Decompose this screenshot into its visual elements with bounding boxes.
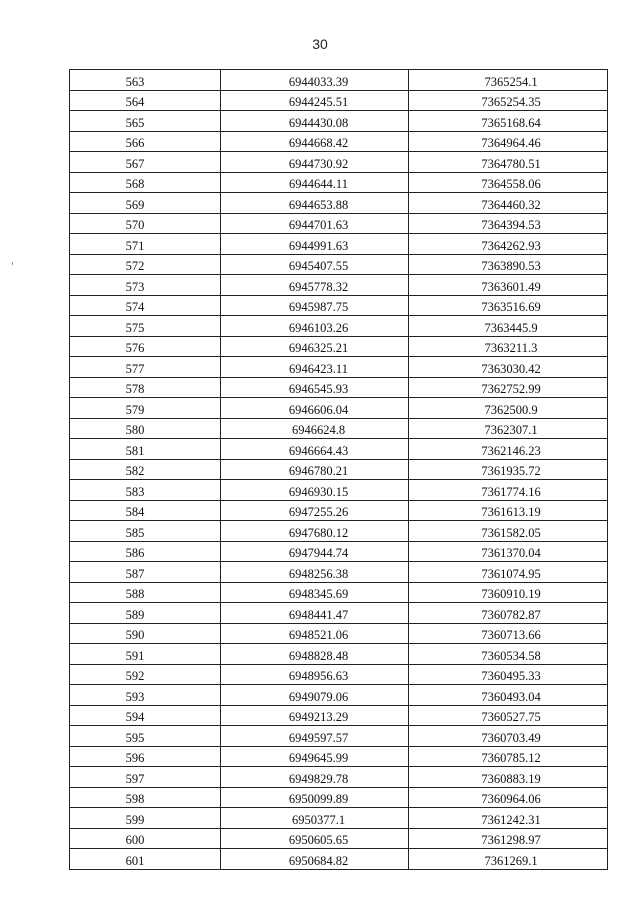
table-row (70, 808, 608, 829)
y-coordinate-cell: 7361613.19 (409, 500, 608, 521)
x-coordinate-cell: 6944430.08 (221, 111, 409, 132)
x-coordinate-cell: 6948828.48 (221, 644, 409, 665)
table-row (70, 336, 608, 357)
table-row (70, 480, 608, 501)
point-number-cell: 576 (70, 336, 221, 357)
point-number-cell: 567 (70, 152, 221, 173)
x-coordinate-cell: 6949829.78 (221, 767, 409, 788)
x-coordinate-cell: 6945987.75 (221, 295, 409, 316)
table-row (70, 193, 608, 214)
y-coordinate-cell: 7360495.33 (409, 664, 608, 685)
table-row (70, 664, 608, 685)
y-coordinate-cell: 7363445.9 (409, 316, 608, 337)
scan-edge-mark (12, 262, 13, 265)
x-coordinate-cell: 6945407.55 (221, 254, 409, 275)
point-number-cell: 579 (70, 398, 221, 419)
point-number-cell: 571 (70, 234, 221, 255)
table-row (70, 234, 608, 255)
y-coordinate-cell: 7365254.1 (409, 70, 608, 91)
table-row (70, 131, 608, 152)
point-number-cell: 580 (70, 418, 221, 439)
point-number-cell: 584 (70, 500, 221, 521)
x-coordinate-cell: 6946780.21 (221, 459, 409, 480)
table-row (70, 705, 608, 726)
x-coordinate-cell: 6944644.11 (221, 172, 409, 193)
table-row (70, 849, 608, 870)
table-row (70, 828, 608, 849)
point-number-cell: 572 (70, 254, 221, 275)
x-coordinate-cell: 6947680.12 (221, 521, 409, 542)
table-row (70, 726, 608, 747)
table-row (70, 746, 608, 767)
y-coordinate-cell: 7360910.19 (409, 582, 608, 603)
y-coordinate-cell: 7360964.06 (409, 787, 608, 808)
table-row (70, 275, 608, 296)
table-row (70, 111, 608, 132)
x-coordinate-cell: 6944730.92 (221, 152, 409, 173)
x-coordinate-cell: 6948256.38 (221, 562, 409, 583)
point-number-cell: 581 (70, 439, 221, 460)
x-coordinate-cell: 6946624.8 (221, 418, 409, 439)
y-coordinate-cell: 7363890.53 (409, 254, 608, 275)
y-coordinate-cell: 7360782.87 (409, 603, 608, 624)
x-coordinate-cell: 6948521.06 (221, 623, 409, 644)
point-number-cell: 590 (70, 623, 221, 644)
point-number-cell: 577 (70, 357, 221, 378)
table-row (70, 787, 608, 808)
table-row (70, 603, 608, 624)
point-number-cell: 598 (70, 787, 221, 808)
table-row (70, 316, 608, 337)
x-coordinate-cell: 6947255.26 (221, 500, 409, 521)
table-row (70, 685, 608, 706)
point-number-cell: 589 (70, 603, 221, 624)
y-coordinate-cell: 7365254.35 (409, 90, 608, 111)
x-coordinate-cell: 6944668.42 (221, 131, 409, 152)
point-number-cell: 583 (70, 480, 221, 501)
point-number-cell: 595 (70, 726, 221, 747)
table-row (70, 644, 608, 665)
y-coordinate-cell: 7362307.1 (409, 418, 608, 439)
x-coordinate-cell: 6947944.74 (221, 541, 409, 562)
y-coordinate-cell: 7363601.49 (409, 275, 608, 296)
y-coordinate-cell: 7364460.32 (409, 193, 608, 214)
y-coordinate-cell: 7360527.75 (409, 705, 608, 726)
y-coordinate-cell: 7365168.64 (409, 111, 608, 132)
y-coordinate-cell: 7364558.06 (409, 172, 608, 193)
point-number-cell: 586 (70, 541, 221, 562)
x-coordinate-cell: 6944991.63 (221, 234, 409, 255)
x-coordinate-cell: 6948441.47 (221, 603, 409, 624)
x-coordinate-cell: 6944701.63 (221, 213, 409, 234)
table-row (70, 70, 608, 91)
point-number-cell: 574 (70, 295, 221, 316)
x-coordinate-cell: 6946423.11 (221, 357, 409, 378)
table-row (70, 377, 608, 398)
x-coordinate-cell: 6944653.88 (221, 193, 409, 214)
y-coordinate-cell: 7364964.46 (409, 131, 608, 152)
y-coordinate-cell: 7361298.97 (409, 828, 608, 849)
table-row (70, 295, 608, 316)
y-coordinate-cell: 7362500.9 (409, 398, 608, 419)
y-coordinate-cell: 7360493.04 (409, 685, 608, 706)
table-row (70, 152, 608, 173)
table-row (70, 213, 608, 234)
point-number-cell: 597 (70, 767, 221, 788)
x-coordinate-cell: 6946930.15 (221, 480, 409, 501)
x-coordinate-cell: 6949645.99 (221, 746, 409, 767)
point-number-cell: 568 (70, 172, 221, 193)
table-row (70, 500, 608, 521)
point-number-cell: 600 (70, 828, 221, 849)
point-number-cell: 592 (70, 664, 221, 685)
point-number-cell: 570 (70, 213, 221, 234)
table-row (70, 521, 608, 542)
x-coordinate-cell: 6949213.29 (221, 705, 409, 726)
point-number-cell: 601 (70, 849, 221, 870)
x-coordinate-cell: 6945778.32 (221, 275, 409, 296)
point-number-cell: 573 (70, 275, 221, 296)
table-row (70, 357, 608, 378)
x-coordinate-cell: 6944245.51 (221, 90, 409, 111)
point-number-cell: 594 (70, 705, 221, 726)
x-coordinate-cell: 6949597.57 (221, 726, 409, 747)
x-coordinate-cell: 6946664.43 (221, 439, 409, 460)
y-coordinate-cell: 7362752.99 (409, 377, 608, 398)
table-row (70, 459, 608, 480)
x-coordinate-cell: 6948956.63 (221, 664, 409, 685)
page-number: 30 (312, 36, 328, 52)
coordinates-table-body (70, 70, 608, 870)
y-coordinate-cell: 7361269.1 (409, 849, 608, 870)
y-coordinate-cell: 7361370.04 (409, 541, 608, 562)
y-coordinate-cell: 7361582.05 (409, 521, 608, 542)
y-coordinate-cell: 7361935.72 (409, 459, 608, 480)
table-row (70, 582, 608, 603)
y-coordinate-cell: 7362146.23 (409, 439, 608, 460)
coordinates-table (69, 69, 608, 870)
x-coordinate-cell: 6950099.89 (221, 787, 409, 808)
y-coordinate-cell: 7361074.95 (409, 562, 608, 583)
table-row (70, 439, 608, 460)
point-number-cell: 588 (70, 582, 221, 603)
x-coordinate-cell: 6950605.65 (221, 828, 409, 849)
y-coordinate-cell: 7364394.53 (409, 213, 608, 234)
x-coordinate-cell: 6946103.26 (221, 316, 409, 337)
point-number-cell: 596 (70, 746, 221, 767)
y-coordinate-cell: 7363211.3 (409, 336, 608, 357)
x-coordinate-cell: 6944033.39 (221, 70, 409, 91)
point-number-cell: 578 (70, 377, 221, 398)
x-coordinate-cell: 6946545.93 (221, 377, 409, 398)
x-coordinate-cell: 6946606.04 (221, 398, 409, 419)
table-row (70, 90, 608, 111)
x-coordinate-cell: 6948345.69 (221, 582, 409, 603)
point-number-cell: 599 (70, 808, 221, 829)
y-coordinate-cell: 7360713.66 (409, 623, 608, 644)
table-row (70, 562, 608, 583)
y-coordinate-cell: 7360883.19 (409, 767, 608, 788)
y-coordinate-cell: 7360534.58 (409, 644, 608, 665)
y-coordinate-cell: 7361242.31 (409, 808, 608, 829)
y-coordinate-cell: 7364262.93 (409, 234, 608, 255)
y-coordinate-cell: 7363516.69 (409, 295, 608, 316)
table-row (70, 623, 608, 644)
point-number-cell: 593 (70, 685, 221, 706)
point-number-cell: 582 (70, 459, 221, 480)
y-coordinate-cell: 7360703.49 (409, 726, 608, 747)
point-number-cell: 564 (70, 90, 221, 111)
x-coordinate-cell: 6949079.06 (221, 685, 409, 706)
point-number-cell: 566 (70, 131, 221, 152)
table-row (70, 541, 608, 562)
point-number-cell: 585 (70, 521, 221, 542)
table-row (70, 172, 608, 193)
table-row (70, 767, 608, 788)
y-coordinate-cell: 7363030.42 (409, 357, 608, 378)
x-coordinate-cell: 6950377.1 (221, 808, 409, 829)
y-coordinate-cell: 7361774.16 (409, 480, 608, 501)
point-number-cell: 565 (70, 111, 221, 132)
point-number-cell: 575 (70, 316, 221, 337)
x-coordinate-cell: 6946325.21 (221, 336, 409, 357)
table-row (70, 254, 608, 275)
point-number-cell: 591 (70, 644, 221, 665)
point-number-cell: 587 (70, 562, 221, 583)
table-row (70, 418, 608, 439)
point-number-cell: 563 (70, 70, 221, 91)
x-coordinate-cell: 6950684.82 (221, 849, 409, 870)
point-number-cell: 569 (70, 193, 221, 214)
y-coordinate-cell: 7364780.51 (409, 152, 608, 173)
y-coordinate-cell: 7360785.12 (409, 746, 608, 767)
table-row (70, 398, 608, 419)
